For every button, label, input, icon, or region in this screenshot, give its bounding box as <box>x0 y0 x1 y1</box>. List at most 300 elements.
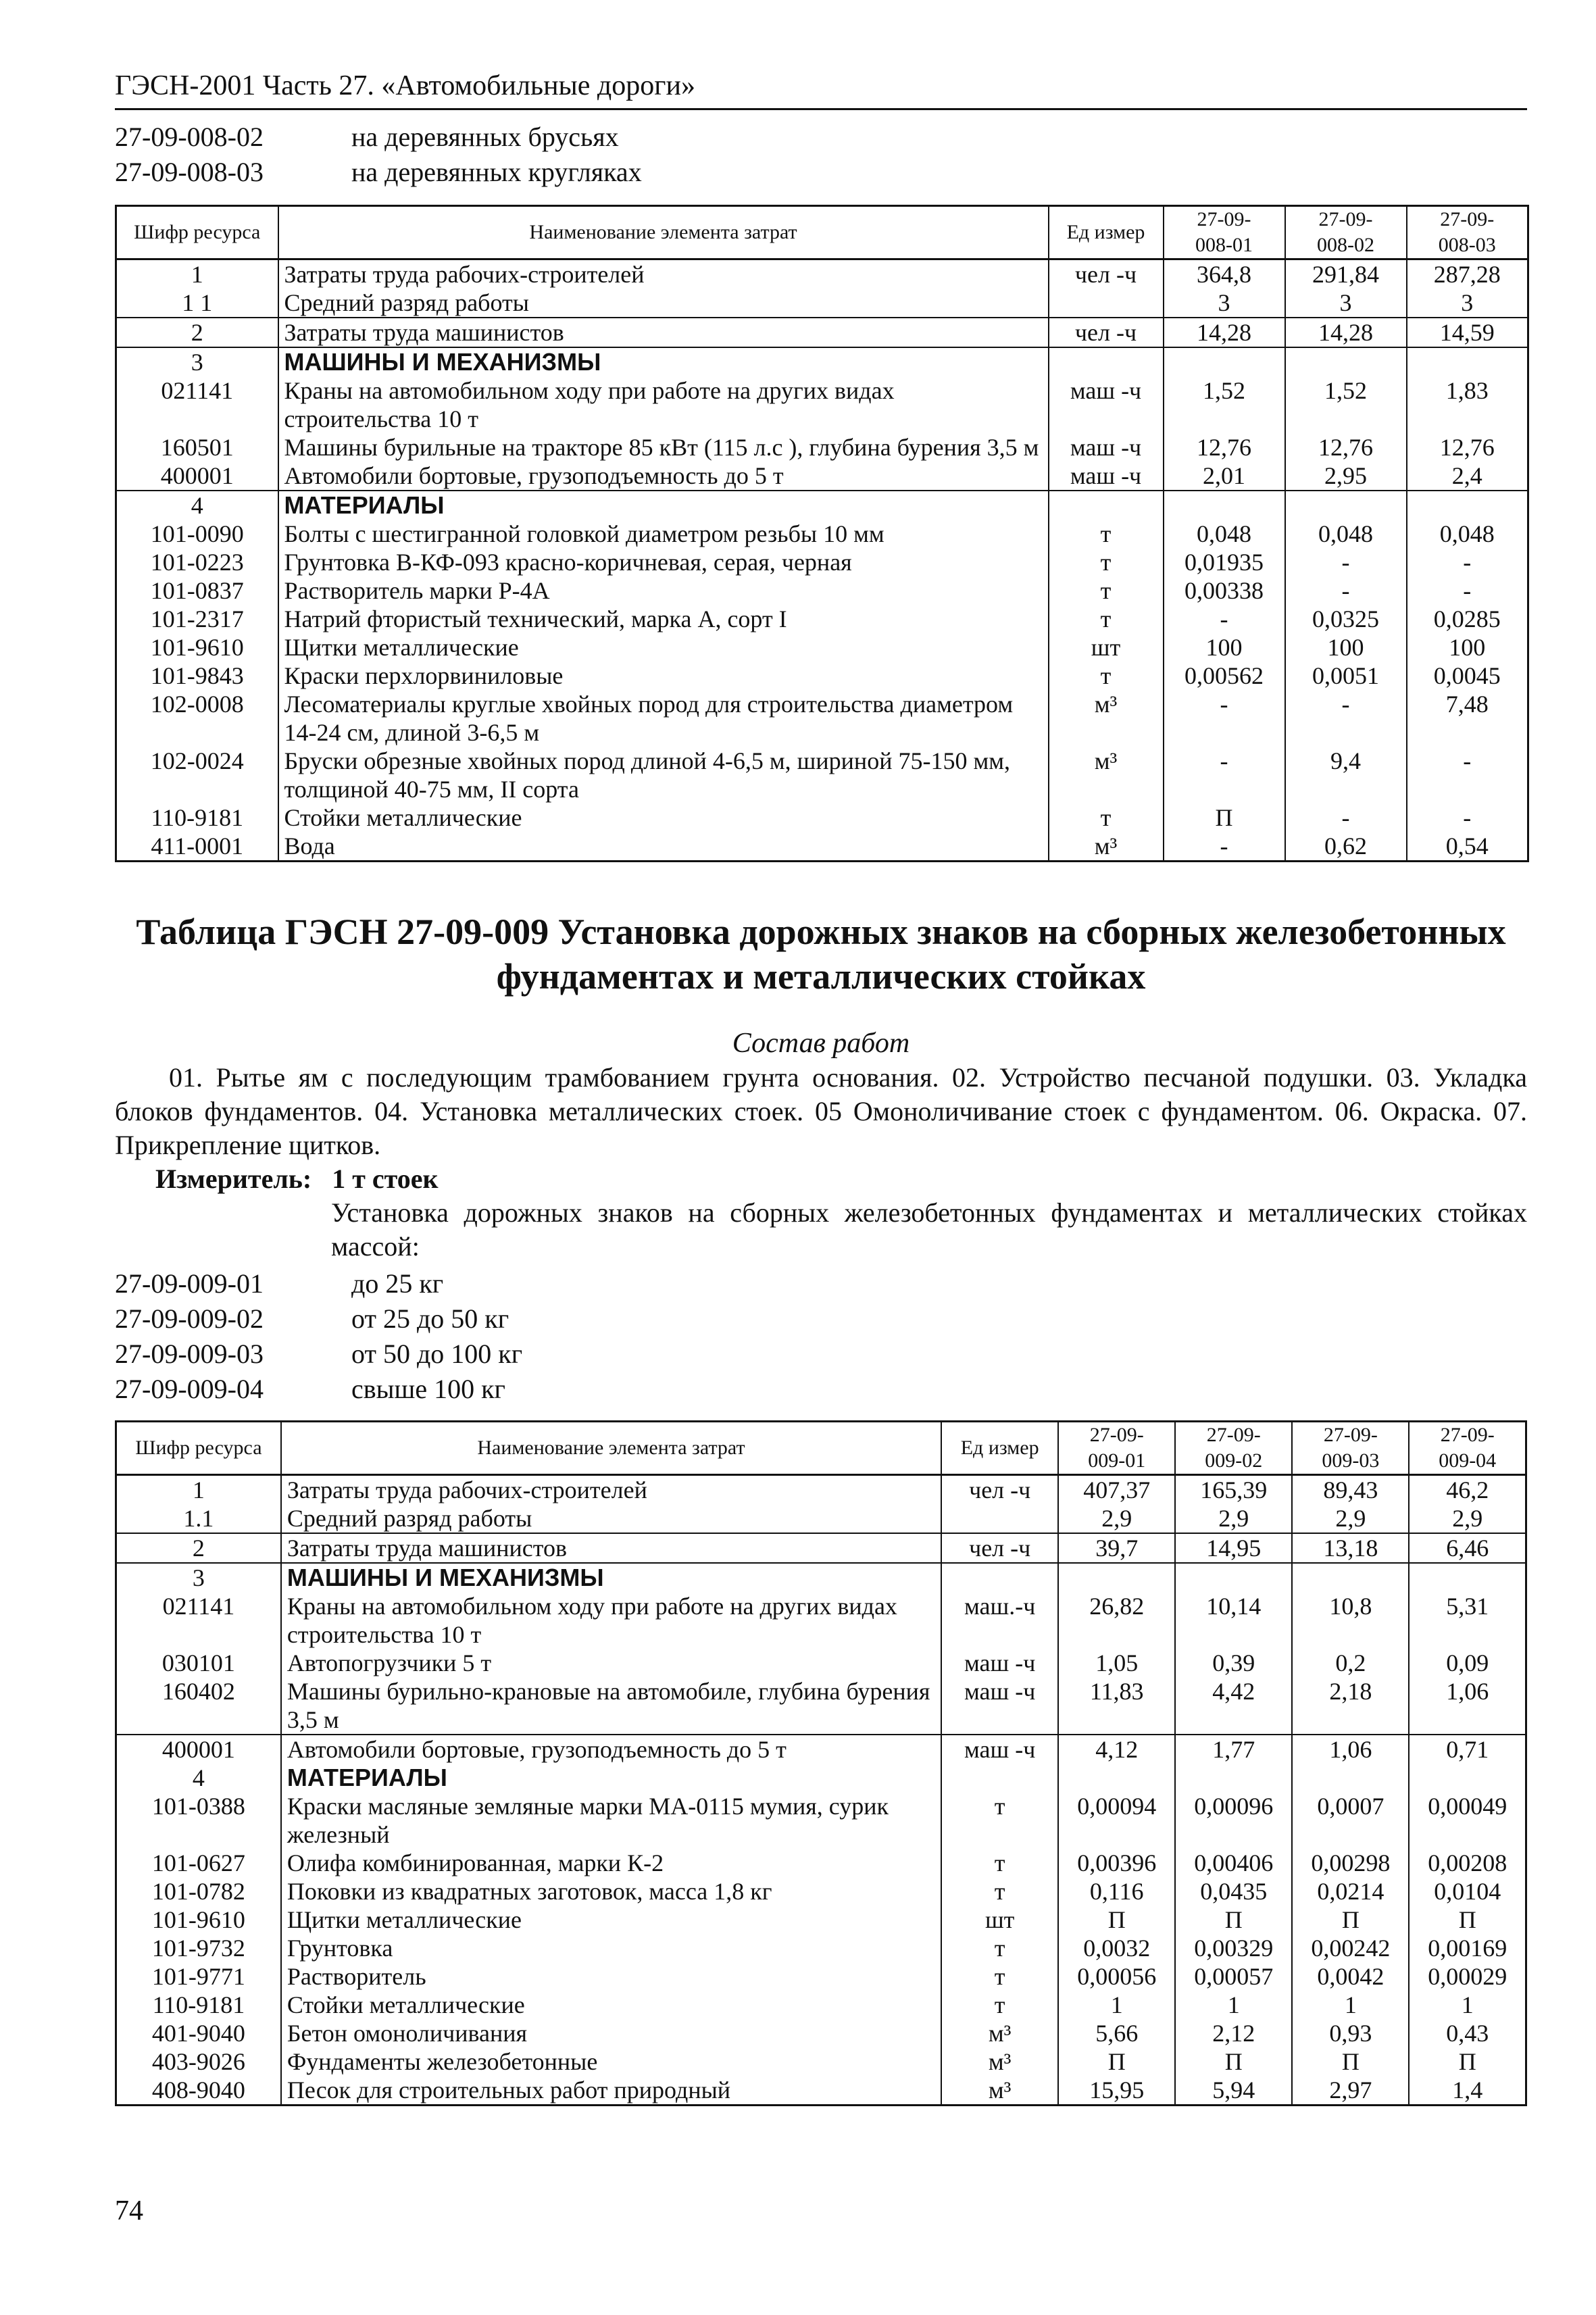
table-row <box>116 520 1528 548</box>
cell-value: 0,00242 <box>1292 1934 1409 1962</box>
table-title: Таблица ГЭСН 27-09-009 Установка дорожных знаков на сборных железобетонных фундаментах и металлических стойках <box>136 912 1506 997</box>
cell-name: Песок для строительных работ природный <box>281 2076 941 2106</box>
cell-unit: чел -ч <box>941 1533 1058 1563</box>
cell-value: - <box>1407 548 1528 576</box>
cell-value: 15,95 <box>1058 2076 1175 2106</box>
table-row <box>116 747 1528 803</box>
variant-code: 27-09-009-02 <box>115 1303 264 1334</box>
table-row <box>116 1906 1526 1934</box>
cell-unit: т <box>1049 803 1164 832</box>
cell-value: 0,0032 <box>1058 1934 1175 1962</box>
column-header: 27-09- 008-03 <box>1407 206 1528 259</box>
cell-name: МАТЕРИАЛЫ <box>281 1764 941 1792</box>
cell-value: 100 <box>1164 633 1285 662</box>
table-row <box>116 633 1528 662</box>
variant-code: 27-09-008-02 <box>115 122 264 152</box>
table-row <box>116 433 1528 462</box>
cell-value: 5,66 <box>1058 2019 1175 2047</box>
cell-value: 0,09 <box>1409 1649 1526 1677</box>
cell-code: 101-9610 <box>116 633 278 662</box>
table-row <box>116 289 1528 318</box>
cell-value: 14,28 <box>1164 318 1285 347</box>
table-row <box>116 2076 1526 2106</box>
variant-row <box>115 1301 1527 1337</box>
cell-value: 13,18 <box>1292 1533 1409 1563</box>
cell-code: 4 <box>116 1764 281 1792</box>
cell-value: 0,0285 <box>1407 605 1528 633</box>
cell-code: 102-0008 <box>116 690 278 747</box>
cell-code: 1.1 <box>116 1504 281 1533</box>
cell-unit: чел -ч <box>1049 259 1164 289</box>
cell-name: Краны на автомобильном ходу при работе на других видах строительства 10 т <box>278 376 1049 433</box>
cell-value: 46,2 <box>1409 1475 1526 1505</box>
table-row <box>116 1735 1526 1764</box>
cell-code: 101-0388 <box>116 1792 281 1849</box>
cell-value: 11,83 <box>1058 1677 1175 1735</box>
cell-value: - <box>1164 605 1285 633</box>
cell-unit: м³ <box>1049 690 1164 747</box>
cell-unit: маш.-ч <box>941 1592 1058 1649</box>
column-header: 27-09- 009-02 <box>1175 1422 1292 1475</box>
column-header: 27-09- 008-01 <box>1164 206 1285 259</box>
cell-value: 2,9 <box>1058 1504 1175 1533</box>
cell-unit: т <box>1049 548 1164 576</box>
cell-name: Поковки из квадратных заготовок, масса 1,8 кг <box>281 1877 941 1906</box>
cell-value: 2,9 <box>1292 1504 1409 1533</box>
cell-value: 1 <box>1175 1991 1292 2019</box>
table-row <box>116 1677 1526 1735</box>
cell-value: П <box>1175 1906 1292 1934</box>
table-row <box>116 1533 1526 1563</box>
cell-name: МАШИНЫ И МЕХАНИЗМЫ <box>281 1563 941 1592</box>
cell-value: 0,00169 <box>1409 1934 1526 1962</box>
cell-code: 021141 <box>116 1592 281 1649</box>
cell-name: Грунтовка <box>281 1934 941 1962</box>
cell-value: 0,00049 <box>1409 1792 1526 1849</box>
cell-code: 2 <box>116 318 278 347</box>
variant-list-008 <box>115 120 1527 190</box>
cell-value: П <box>1409 1906 1526 1934</box>
column-header: Шифр ресурса <box>116 1422 281 1475</box>
cell-code: 3 <box>116 1563 281 1592</box>
cell-unit: т <box>1049 576 1164 605</box>
cell-unit: т <box>941 1991 1058 2019</box>
cell-code: 102-0024 <box>116 747 278 803</box>
cell-value <box>1409 1563 1526 1592</box>
variant-description: на деревянных кругляках <box>351 157 642 187</box>
cell-value: 0,116 <box>1058 1877 1175 1906</box>
cell-name: Средний разряд работы <box>278 289 1049 318</box>
cell-value: - <box>1407 576 1528 605</box>
cell-value: 0,00329 <box>1175 1934 1292 1962</box>
table-row <box>116 1991 1526 2019</box>
cell-value: 291,84 <box>1285 259 1407 289</box>
cell-code: 1 <box>116 259 278 289</box>
table-row <box>116 259 1528 289</box>
cell-value: 39,7 <box>1058 1533 1175 1563</box>
cell-name: МАТЕРИАЛЫ <box>278 491 1049 520</box>
variant-description: от 50 до 100 кг <box>351 1339 523 1369</box>
cell-value: 1,77 <box>1175 1735 1292 1764</box>
cell-value: 2,97 <box>1292 2076 1409 2106</box>
cell-value: 2,4 <box>1407 462 1528 491</box>
cell-value <box>1409 1764 1526 1792</box>
cell-value: 0,00396 <box>1058 1849 1175 1877</box>
cell-value <box>1285 347 1407 376</box>
cell-code: 101-0627 <box>116 1849 281 1877</box>
cell-unit: маш -ч <box>941 1735 1058 1764</box>
cell-value: 0,00562 <box>1164 662 1285 690</box>
cell-value: 100 <box>1407 633 1528 662</box>
cell-value: П <box>1409 2047 1526 2076</box>
cell-value: - <box>1285 576 1407 605</box>
cell-code: 101-9843 <box>116 662 278 690</box>
variant-description: свыше 100 кг <box>351 1374 505 1404</box>
cell-value: 6,46 <box>1409 1533 1526 1563</box>
cell-value <box>1058 1764 1175 1792</box>
cell-code: 021141 <box>116 376 278 433</box>
cell-name: Лесоматериалы круглые хвойных пород для строительства диаметром 14-24 см, длиной 3-6,5 м <box>278 690 1049 747</box>
cell-value: 287,28 <box>1407 259 1528 289</box>
cell-name: Средний разряд работы <box>281 1504 941 1533</box>
cell-value <box>1164 491 1285 520</box>
cell-name: Краны на автомобильном ходу при работе на других видах строительства 10 т <box>281 1592 941 1649</box>
cell-name: Щитки металлические <box>281 1906 941 1934</box>
cell-unit <box>941 1504 1058 1533</box>
cell-name: Автомобили бортовые, грузоподъемность до 5 т <box>278 462 1049 491</box>
cell-value: - <box>1407 803 1528 832</box>
cell-unit: маш -ч <box>941 1677 1058 1735</box>
table-row <box>116 832 1528 862</box>
cell-value: 0,0214 <box>1292 1877 1409 1906</box>
cell-value: 12,76 <box>1407 433 1528 462</box>
cell-value: 0,00096 <box>1175 1792 1292 1849</box>
cell-value <box>1058 1563 1175 1592</box>
table-row <box>116 1504 1526 1533</box>
cell-value: 26,82 <box>1058 1592 1175 1649</box>
table-row <box>116 576 1528 605</box>
cell-value: 0,0104 <box>1409 1877 1526 1906</box>
variant-code: 27-09-009-03 <box>115 1339 264 1369</box>
cell-unit <box>1049 491 1164 520</box>
cell-name: Машины бурильно-крановые на автомобиле, глубина бурения 3,5 м <box>281 1677 941 1735</box>
cell-name: Затраты труда машинистов <box>278 318 1049 347</box>
meter-label: Измеритель: <box>155 1164 312 1194</box>
cell-value: 10,14 <box>1175 1592 1292 1649</box>
section-row <box>116 347 1528 376</box>
cell-name: МАШИНЫ И МЕХАНИЗМЫ <box>278 347 1049 376</box>
cell-value: 5,31 <box>1409 1592 1526 1649</box>
cell-code: 110-9181 <box>116 803 278 832</box>
cell-name: Краски перхлорвиниловые <box>278 662 1049 690</box>
table-row <box>116 803 1528 832</box>
cell-value: 0,2 <box>1292 1649 1409 1677</box>
cell-value: 0,39 <box>1175 1649 1292 1677</box>
table-row <box>116 376 1528 433</box>
table-row <box>116 1649 1526 1677</box>
variant-row <box>115 155 1527 190</box>
running-head: ГЭСН-2001 Часть 27. «Автомобильные дороги» <box>115 68 1527 110</box>
cell-value: 0,048 <box>1164 520 1285 548</box>
cell-code: 3 <box>116 347 278 376</box>
cell-value: 2,18 <box>1292 1677 1409 1735</box>
cell-value: 0,43 <box>1409 2019 1526 2047</box>
section-row <box>116 1563 1526 1592</box>
cell-value <box>1164 347 1285 376</box>
cell-name: Щитки металлические <box>278 633 1049 662</box>
cell-value: 89,43 <box>1292 1475 1409 1505</box>
cell-value: 1 <box>1409 1991 1526 2019</box>
cell-value: 5,94 <box>1175 2076 1292 2106</box>
column-header: 27-09- 008-02 <box>1285 206 1407 259</box>
column-header: 27-09- 009-01 <box>1058 1422 1175 1475</box>
cell-name: Олифа комбинированная, марки К-2 <box>281 1849 941 1877</box>
cell-value: 0,00298 <box>1292 1849 1409 1877</box>
cell-name: Грунтовка В-КФ-093 красно-коричневая, серая, черная <box>278 548 1049 576</box>
cell-value: 2,01 <box>1164 462 1285 491</box>
cell-unit: т <box>1049 520 1164 548</box>
table-row <box>116 1592 1526 1649</box>
cell-unit: маш -ч <box>1049 376 1164 433</box>
cell-value: 0,0435 <box>1175 1877 1292 1906</box>
section-row <box>116 1764 1526 1792</box>
cell-code: 101-2317 <box>116 605 278 633</box>
cell-name: Стойки металлические <box>278 803 1049 832</box>
cell-code: 401-9040 <box>116 2019 281 2047</box>
document-page <box>115 68 1527 2106</box>
variant-row <box>115 1337 1527 1372</box>
cell-unit: шт <box>1049 633 1164 662</box>
cell-unit <box>1049 347 1164 376</box>
cell-value: 0,0325 <box>1285 605 1407 633</box>
cell-name: Натрий фтористый технический, марка А, сорт I <box>278 605 1049 633</box>
cell-value: П <box>1058 1906 1175 1934</box>
cell-unit: т <box>941 1962 1058 1991</box>
cell-name: Бетон омоноличивания <box>281 2019 941 2047</box>
cell-name: Болты с шестигранной головкой диаметром резьбы 10 мм <box>278 520 1049 548</box>
table-row <box>116 1849 1526 1877</box>
cell-value: 14,59 <box>1407 318 1528 347</box>
cell-value: 1,4 <box>1409 2076 1526 2106</box>
cell-value <box>1292 1563 1409 1592</box>
cell-value: 0,00056 <box>1058 1962 1175 1991</box>
variant-list-009 <box>115 1266 1527 1407</box>
cell-value: 0,0045 <box>1407 662 1528 690</box>
meter-line <box>155 1162 1527 1196</box>
table-row <box>116 462 1528 491</box>
cell-unit: чел -ч <box>1049 318 1164 347</box>
section-row <box>116 491 1528 520</box>
cell-code: 030101 <box>116 1649 281 1677</box>
cell-unit: м³ <box>941 2076 1058 2106</box>
cell-value: 2,12 <box>1175 2019 1292 2047</box>
cell-code: 110-9181 <box>116 1991 281 2019</box>
cell-unit: шт <box>941 1906 1058 1934</box>
cell-value: 0,62 <box>1285 832 1407 862</box>
column-header: Шифр ресурса <box>116 206 278 259</box>
cell-name: Затраты труда рабочих-строителей <box>278 259 1049 289</box>
cell-name: Растворитель марки Р-4А <box>278 576 1049 605</box>
cell-value: 1,52 <box>1164 376 1285 433</box>
cell-code: 400001 <box>116 1735 281 1764</box>
cell-name: Машины бурильные на тракторе 85 кВт (115 л.с ), глубина бурения 3,5 м <box>278 433 1049 462</box>
table-row <box>116 2019 1526 2047</box>
cell-value: П <box>1164 803 1285 832</box>
cell-unit: м³ <box>941 2047 1058 2076</box>
cell-value: 4,12 <box>1058 1735 1175 1764</box>
cell-name: Растворитель <box>281 1962 941 1991</box>
cell-code: 4 <box>116 491 278 520</box>
cell-value: 4,42 <box>1175 1677 1292 1735</box>
cell-value: 3 <box>1285 289 1407 318</box>
cell-unit: маш -ч <box>1049 433 1164 462</box>
cell-name: Затраты труда машинистов <box>281 1533 941 1563</box>
cell-name: Краски масляные земляные марки МА-0115 мумия, сурик железный <box>281 1792 941 1849</box>
cell-value <box>1285 491 1407 520</box>
cell-value: - <box>1285 803 1407 832</box>
cell-code: 101-0837 <box>116 576 278 605</box>
cell-value: П <box>1292 2047 1409 2076</box>
table-row <box>116 318 1528 347</box>
cell-value: - <box>1164 747 1285 803</box>
cell-value: П <box>1175 2047 1292 2076</box>
cell-value: 0,00208 <box>1409 1849 1526 1877</box>
table-row <box>116 605 1528 633</box>
cell-value: 12,76 <box>1285 433 1407 462</box>
cell-unit <box>941 1563 1058 1592</box>
table-row <box>116 690 1528 747</box>
cell-code: 101-9732 <box>116 1934 281 1962</box>
cell-value: - <box>1285 548 1407 576</box>
cell-value: 9,4 <box>1285 747 1407 803</box>
variant-description: до 25 кг <box>351 1268 444 1299</box>
cell-value: 0,0007 <box>1292 1792 1409 1849</box>
cell-value: 2,95 <box>1285 462 1407 491</box>
cell-value: 1 <box>1058 1991 1175 2019</box>
column-header: Ед измер <box>941 1422 1058 1475</box>
cell-code: 1 <box>116 1475 281 1505</box>
variant-row <box>115 120 1527 155</box>
column-header: Наименование элемента затрат <box>278 206 1049 259</box>
table-row <box>116 1962 1526 1991</box>
table-header-row <box>116 1422 1526 1475</box>
variant-row <box>115 1266 1527 1301</box>
cell-unit: маш -ч <box>1049 462 1164 491</box>
cell-value: 0,0042 <box>1292 1962 1409 1991</box>
cell-value: 0,01935 <box>1164 548 1285 576</box>
column-header: Ед измер <box>1049 206 1164 259</box>
cell-unit: чел -ч <box>941 1475 1058 1505</box>
cell-value: П <box>1058 2047 1175 2076</box>
cell-code: 400001 <box>116 462 278 491</box>
variant-row <box>115 1372 1527 1407</box>
cell-value: 364,8 <box>1164 259 1285 289</box>
cell-value: 0,00406 <box>1175 1849 1292 1877</box>
table-row <box>116 1475 1526 1505</box>
cell-code: 408-9040 <box>116 2076 281 2106</box>
cell-unit: маш -ч <box>941 1649 1058 1677</box>
cell-value: 407,37 <box>1058 1475 1175 1505</box>
cell-value: 3 <box>1164 289 1285 318</box>
cell-value: 0,71 <box>1409 1735 1526 1764</box>
cell-unit <box>1049 289 1164 318</box>
cell-unit: м³ <box>1049 832 1164 862</box>
cell-code: 101-9610 <box>116 1906 281 1934</box>
cell-value: - <box>1285 690 1407 747</box>
column-header: 27-09- 009-03 <box>1292 1422 1409 1475</box>
cell-unit: т <box>941 1934 1058 1962</box>
cell-value: 0,93 <box>1292 2019 1409 2047</box>
page-number: 74 <box>115 2195 143 2226</box>
variant-description: от 25 до 50 кг <box>351 1303 509 1334</box>
cell-value: 14,28 <box>1285 318 1407 347</box>
cell-name: Фундаменты железобетонные <box>281 2047 941 2076</box>
cell-value: 14,95 <box>1175 1533 1292 1563</box>
cell-code: 101-0782 <box>116 1877 281 1906</box>
resource-table-008 <box>115 205 1529 862</box>
cell-unit: м³ <box>941 2019 1058 2047</box>
cell-value: 2,9 <box>1175 1504 1292 1533</box>
cell-name: Бруски обрезные хвойных пород длиной 4-6,5 м, шириной 75-150 мм, толщиной 40-75 мм, II сорта <box>278 747 1049 803</box>
cell-value: 2,9 <box>1409 1504 1526 1533</box>
cell-unit: м³ <box>1049 747 1164 803</box>
variant-code: 27-09-009-01 <box>115 1268 264 1299</box>
cell-value: - <box>1164 832 1285 862</box>
cell-value: 1,83 <box>1407 376 1528 433</box>
variants-intro: Установка дорожных знаков на сборных железобетонных фундаментах и металлических стойках массой: <box>331 1197 1527 1262</box>
cell-value: 10,8 <box>1292 1592 1409 1649</box>
cell-unit <box>941 1764 1058 1792</box>
table-row <box>116 1934 1526 1962</box>
cell-code: 160402 <box>116 1677 281 1735</box>
cell-value <box>1292 1764 1409 1792</box>
cell-value: 0,048 <box>1407 520 1528 548</box>
cell-unit: т <box>941 1877 1058 1906</box>
cell-value: 0,0051 <box>1285 662 1407 690</box>
cell-unit: т <box>941 1849 1058 1877</box>
cell-value: 0,00094 <box>1058 1792 1175 1849</box>
cell-code: 403-9026 <box>116 2047 281 2076</box>
cell-value: 0,54 <box>1407 832 1528 862</box>
resource-table-009 <box>115 1420 1527 2106</box>
cell-value <box>1175 1764 1292 1792</box>
cell-value: 1,05 <box>1058 1649 1175 1677</box>
cell-value: 0,00029 <box>1409 1962 1526 1991</box>
table-row <box>116 1792 1526 1849</box>
cell-value: 0,00338 <box>1164 576 1285 605</box>
cell-value: 0,00057 <box>1175 1962 1292 1991</box>
cell-name: Автопогрузчики 5 т <box>281 1649 941 1677</box>
cell-unit: т <box>941 1792 1058 1849</box>
table-row <box>116 2047 1526 2076</box>
column-header: Наименование элемента затрат <box>281 1422 941 1475</box>
table-row <box>116 662 1528 690</box>
variant-code: 27-09-009-04 <box>115 1374 264 1404</box>
cell-name: Стойки металлические <box>281 1991 941 2019</box>
cell-value: 7,48 <box>1407 690 1528 747</box>
cell-code: 1 1 <box>116 289 278 318</box>
cell-code: 101-9771 <box>116 1962 281 1991</box>
cell-value <box>1407 491 1528 520</box>
cell-name: Затраты труда рабочих-строителей <box>281 1475 941 1505</box>
table-header-row <box>116 206 1528 259</box>
meter-value: 1 т стоек <box>332 1164 439 1194</box>
variant-description: на деревянных брусьях <box>351 122 619 152</box>
table-row <box>116 548 1528 576</box>
cell-value: П <box>1292 1906 1409 1934</box>
cell-name: Вода <box>278 832 1049 862</box>
cell-code: 101-0223 <box>116 548 278 576</box>
